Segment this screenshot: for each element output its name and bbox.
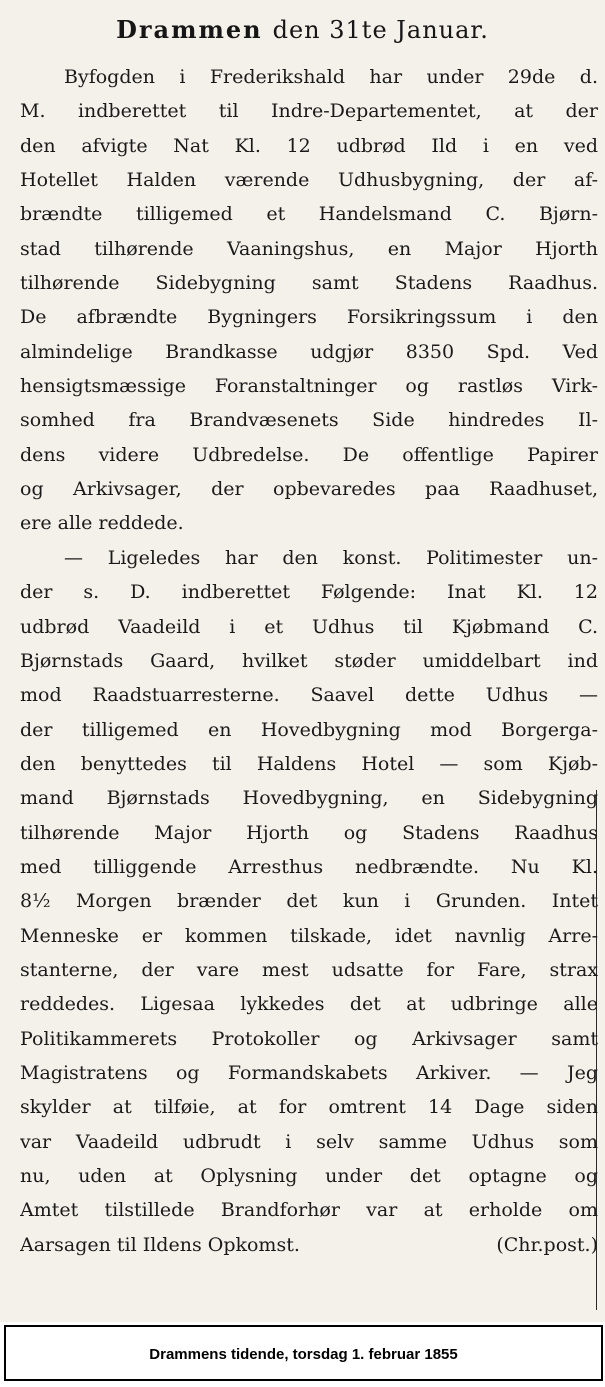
article-line: tilhørende Sidebygning samt Stadens Raadhus. <box>20 272 598 295</box>
caption: Drammens tidende, torsdag 1. februar 1855 <box>149 1346 458 1363</box>
article-line: stanterne, der vare mest udsatte for Fare, strax <box>20 958 598 981</box>
article-line: somhed fra Brandvæsenets Side hindredes Il- <box>20 409 598 432</box>
article-line: skylder at tilføie, at for omtrent 14 Dage siden <box>20 1096 598 1119</box>
article-line: den benyttedes til Haldens Hotel — som Kjøb- <box>20 752 598 775</box>
article-line: mod Raadstuarresterne. Saavel dette Udhus — <box>20 684 598 707</box>
article-line: Byfogden i Frederikshald har under 29de d. <box>64 66 598 88</box>
article-last-line <box>20 1228 598 1262</box>
article-line: mand Bjørnstads Hovedbygning, en Sidebygning <box>20 787 598 810</box>
article-line: 8½ Morgen brænder det kun i Grunden. Intet <box>20 890 598 913</box>
article-line: Hotellet Halden værende Udhusbygning, der af- <box>20 169 598 192</box>
article-headline <box>0 14 605 46</box>
article-line: der s. D. indberettet Følgende: Inat Kl. 12 <box>20 581 598 604</box>
source-attribution: (Chr.post.) <box>496 1233 598 1256</box>
article-line: reddedes. Ligesaa lykkedes det at udbringe alle <box>20 993 598 1016</box>
article-line: nu, uden at Oplysning under det optagne og <box>20 1165 598 1187</box>
article-line: hensigtsmæssige Foranstaltninger og rastløs Virk- <box>20 375 598 398</box>
article-line: tilhørende Major Hjorth og Stadens Raadhus <box>20 821 598 844</box>
article-line: Aarsagen til Ildens Opkomst. <box>20 1233 300 1256</box>
article-line: — Ligeledes har den konst. Politimester un- <box>64 546 598 569</box>
caption-box <box>4 1325 603 1381</box>
article-line: den afvigte Nat Kl. 12 udbrød Ild i en ved <box>20 134 598 157</box>
headline-date: den 31te Januar. <box>272 16 489 44</box>
article-line: Politikammerets Protokoller og Arkivsager samt <box>20 1027 598 1050</box>
article-line: ere alle reddede. <box>20 512 184 535</box>
article-line: brændte tilligemed et Handelsmand C. Bjørn- <box>20 203 598 226</box>
article-line: dens videre Udbredelse. De offentlige Papirer <box>20 443 598 466</box>
headline-place: Drammen <box>116 15 263 44</box>
article-line: og Arkivsager, der opbevaredes paa Raadhuset, <box>20 478 598 501</box>
article-line: De afbrændte Bygningers Forsikringssum i den <box>20 306 598 329</box>
article-line: stad tilhørende Vaaningshus, en Major Hjorth <box>20 237 598 260</box>
article-line: Amtet tilstillede Brandforhør var at erholde om <box>20 1199 598 1222</box>
article-body <box>20 60 598 1262</box>
article-line: almindelige Brandkasse udgjør 8350 Spd. Ved <box>20 340 598 363</box>
article-line: M. indberettet til Indre-Departementet, at der <box>20 100 598 123</box>
article-line: Bjørnstads Gaard, hvilket støder umiddelbart ind <box>20 649 598 672</box>
article-line: Magistratens og Formandskabets Arkiver. — Jeg <box>20 1061 598 1084</box>
article-line: udbrød Vaadeild i et Udhus til Kjøbmand C. <box>20 615 598 638</box>
article-line: Menneske er kommen tilskade, idet navnlig Arre- <box>20 924 598 947</box>
article-line: med tilliggende Arresthus nedbrændte. Nu Kl. <box>20 855 598 878</box>
article-line: var Vaadeild udbrudt i selv samme Udhus som <box>20 1130 598 1153</box>
article-line: der tilligemed en Hovedbygning mod Borgerga- <box>20 718 598 741</box>
